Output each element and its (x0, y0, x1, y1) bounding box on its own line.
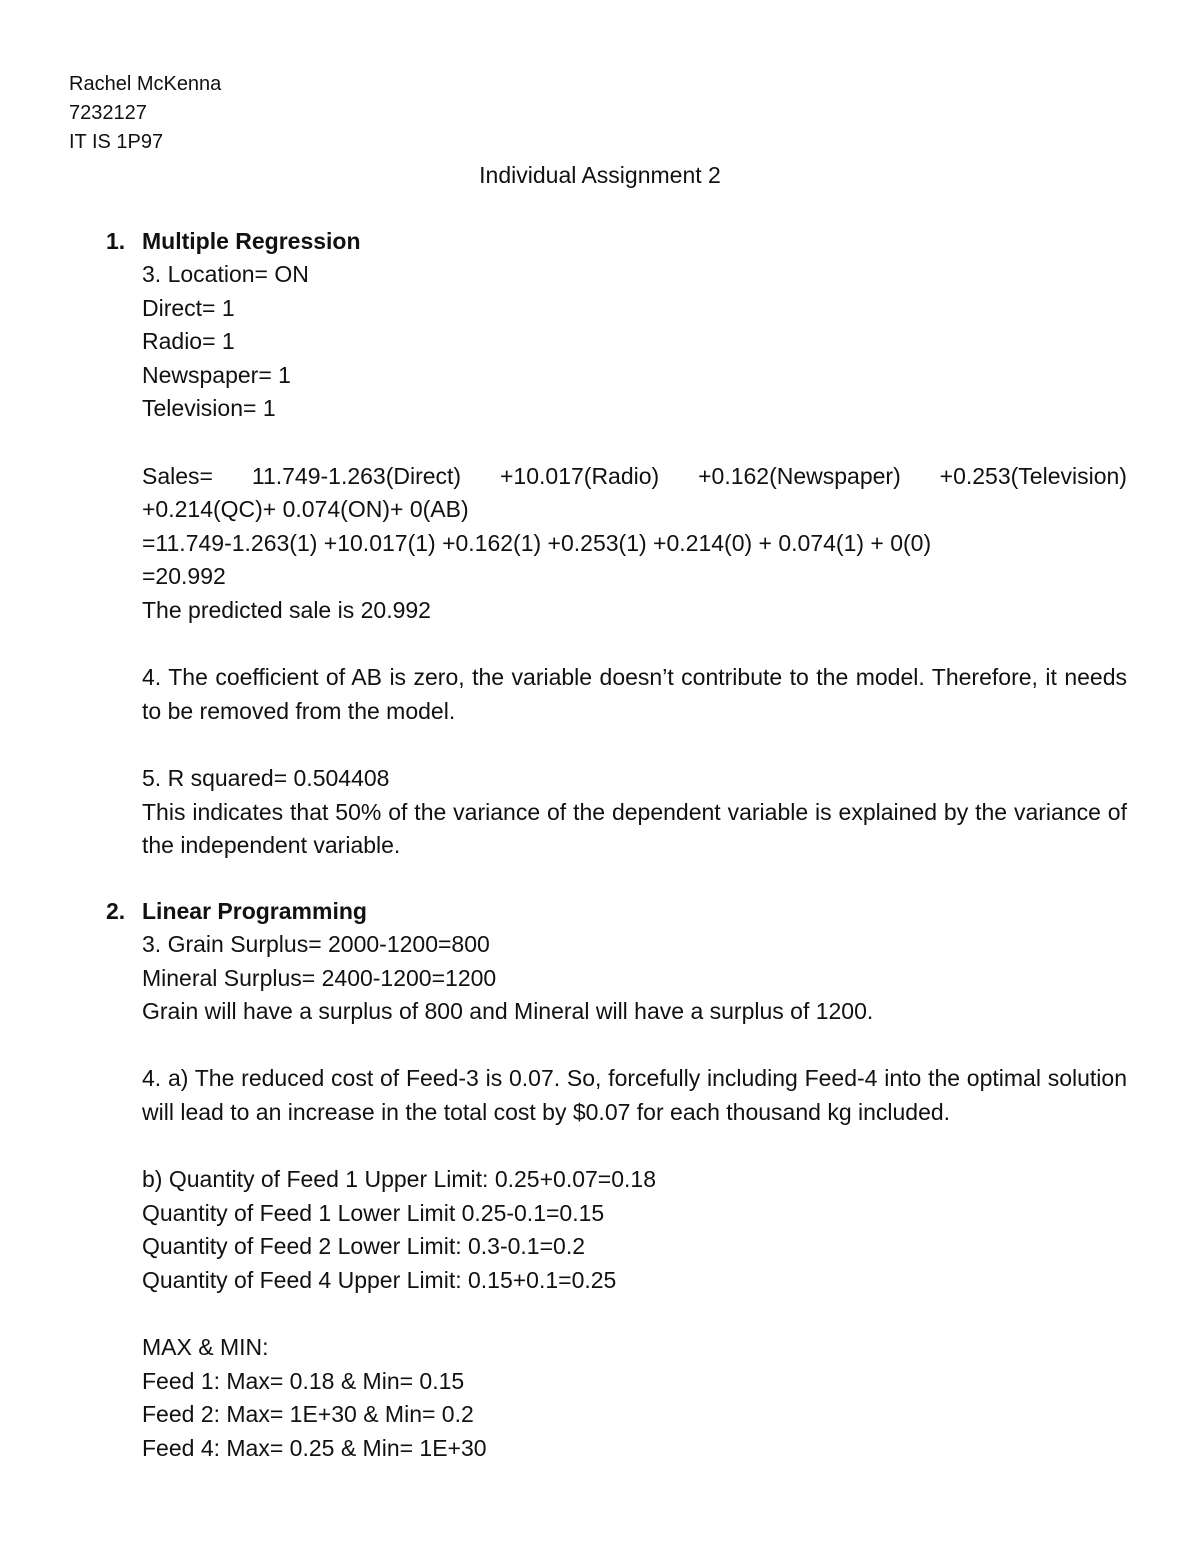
feed1-maxmin: Feed 1: Max= 0.18 & Min= 0.15 (142, 1367, 465, 1394)
feed4-maxmin: Feed 4: Max= 0.25 & Min= 1E+30 (142, 1434, 487, 1461)
feed1-upper-limit: b) Quantity of Feed 1 Upper Limit: 0.25+0.07=0.18 (142, 1166, 656, 1193)
sales-equation (142, 460, 1127, 494)
grain-surplus-line: 3. Grain Surplus= 2000-1200=800 (142, 931, 490, 957)
sales-term: +0.253(Television) (939, 462, 1127, 489)
maxmin-heading: MAX & MIN: (142, 1334, 269, 1361)
rsquared-line: 5. R squared= 0.504408 (142, 764, 390, 791)
newspaper-line: Newspaper= 1 (142, 361, 291, 388)
sales-term: 11.749-1.263(Direct) (251, 462, 462, 489)
radio-line: Radio= 1 (142, 328, 235, 355)
section-title: Multiple Regression (142, 228, 361, 254)
section-heading (106, 225, 361, 259)
rsquared-explanation: This indicates that 50% of the variance of the dependent variable is explained by the variance of the independent variable. (142, 798, 1127, 859)
mineral-surplus-line: Mineral Surplus= 2400-1200=1200 (142, 964, 497, 991)
section-heading (106, 895, 367, 929)
feed1-lower-limit: Quantity of Feed 1 Lower Limit 0.25-0.1=0.15 (142, 1199, 605, 1226)
section-number: 1. (106, 228, 126, 254)
section-body (142, 258, 1127, 863)
sales-equation-continued: +0.214(QC)+ 0.074(ON)+ 0(AB) (142, 496, 469, 523)
feed2-maxmin: Feed 2: Max= 1E+30 & Min= 0.2 (142, 1401, 474, 1428)
substitution-line: =11.749-1.263(1) +10.017(1) +0.162(1) +0.253(1) +0.214(0) + 0.074(1) + 0(0) (142, 529, 932, 556)
document-title: Individual Assignment 2 (479, 162, 721, 188)
direct-line: Direct= 1 (142, 294, 235, 321)
feed4-upper-limit: Quantity of Feed 4 Upper Limit: 0.15+0.1=0.25 (142, 1266, 617, 1293)
sales-term: +10.017(Radio) (500, 462, 660, 489)
author-header (69, 70, 221, 157)
answer-4a-paragraph: 4. a) The reduced cost of Feed-3 is 0.07. So, forcefully including Feed-4 into the optimal solution will lead to an increase in the total cost by $0.07 for each thousand kg included. (142, 1065, 1127, 1125)
television-line: Television= 1 (142, 395, 276, 422)
section-title: Linear Programming (142, 898, 367, 924)
section-number: 2. (106, 898, 126, 924)
author-name: Rachel McKenna (69, 73, 222, 95)
student-id: 7232127 (69, 102, 147, 124)
location-line: 3. Location= ON (142, 261, 309, 287)
sales-term: +0.162(Newspaper) (698, 462, 901, 489)
result-line: =20.992 (142, 563, 226, 590)
conclusion-line: The predicted sale is 20.992 (142, 596, 431, 623)
section-body (142, 928, 1127, 1466)
sales-term: Sales= (142, 462, 213, 489)
course-code: IT IS 1P97 (69, 131, 164, 153)
answer-4-paragraph: 4. The coefficient of AB is zero, the variable doesn’t contribute to the model. Therefore, it needs to be removed from the model. (142, 664, 1127, 724)
surplus-summary: Grain will have a surplus of 800 and Mineral will have a surplus of 1200. (142, 998, 874, 1025)
feed2-lower-limit: Quantity of Feed 2 Lower Limit: 0.3-0.1=0.2 (142, 1233, 585, 1260)
